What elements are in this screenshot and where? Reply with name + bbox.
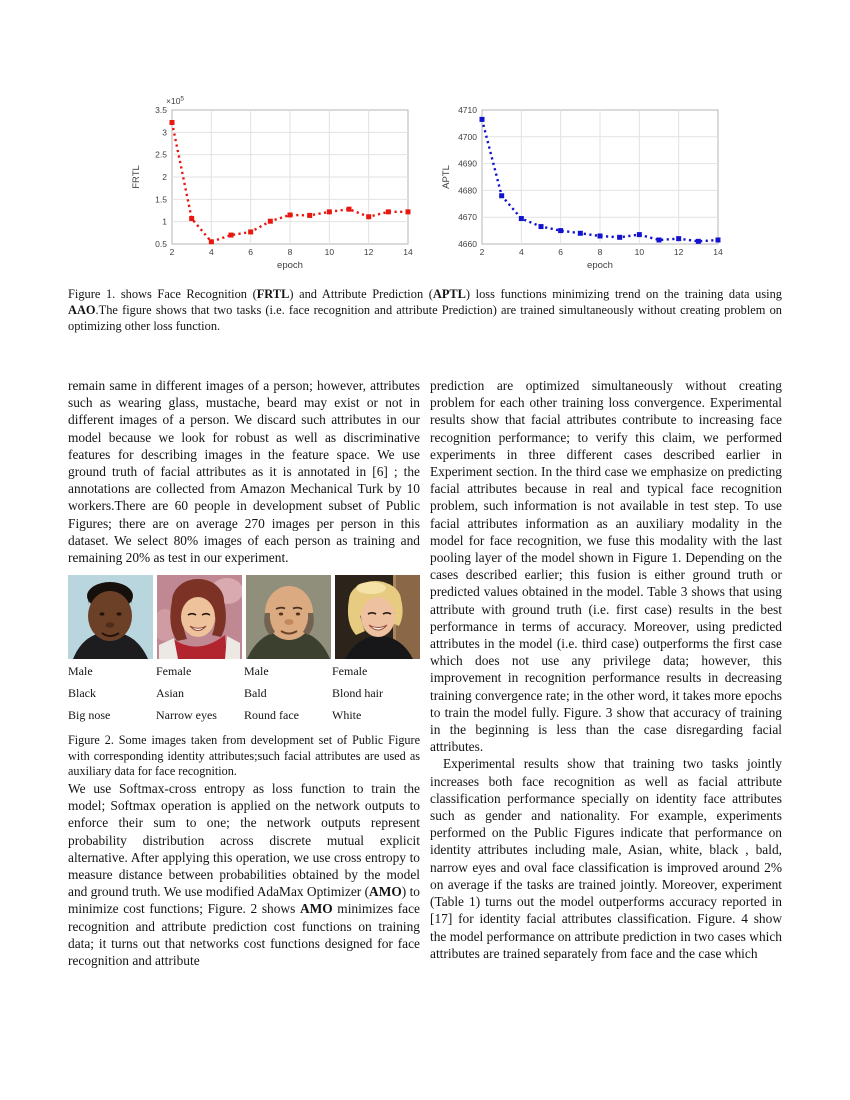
attribute-label: Blond hair: [332, 686, 383, 701]
svg-text:3: 3: [162, 127, 167, 138]
attribute-label: Asian: [156, 686, 184, 701]
attribute-label: Round face: [244, 708, 299, 723]
svg-text:2: 2: [479, 247, 485, 257]
frtl-loss-chart: [126, 92, 418, 276]
face-image-female-blond: [335, 575, 420, 659]
svg-text:14: 14: [403, 247, 413, 257]
attribute-label: Narrow eyes: [156, 708, 217, 723]
right-paragraph-2: Experimental results show that training two tasks jointly increases both face recognition as well as facial attribute classification performance specially on identity face attributes such as gender and nationality. For example, experiments performed on the Public Figures indicate that performance on identity attributes including male, Asian, white, black , bald, narrow eyes and oval face classification is improved around 2% on average if the tasks are trained jointly. Moreover, experiment (Table 1) turns out the model outperforms accuracy reported in [17] for identity facial attributes classification. Figure. 4 show the model performance on attribute prediction in two cases which attributes are trained separately from face and the case which: [430, 756, 782, 961]
svg-text:×105: $\times 10^5$: [166, 95, 185, 106]
svg-text:0.5: 0.5: [155, 239, 167, 249]
svg-text:4700: 4700: [458, 131, 477, 142]
svg-text:4660: 4660: [458, 239, 477, 249]
svg-text:6: 6: [558, 247, 564, 257]
svg-text:12: 12: [363, 247, 374, 257]
attribute-label: Male: [244, 664, 269, 679]
right-paragraph-1: prediction are optimized simultaneously without creating problem for each other training loss convergence. Experimental results show that facial attributes contribute to increasing face recognition performance; to verify this claim, we performed experiments in three different cases described earlier in Experiment section. In the third case we emphasize on predicting facial attributes because in real and typical face recognition problem, such information is not available in test step. To use facial attributes information as an auxiliary modality in the model for face recognition, we fuse this modality with the last pooling layer of the model shown in Figure 1. Depending on the cases described earlier; this fusion is either ground truth or predicted values obtained in the model. Table 3 shows that using attribute with ground truth (i.e. first case) results in the best performance in terms of accuracy. Moreover, using predicted attributes in the model (i.e. third case) outperforms the first case which does not use any privilege data; however, this improvement in recognition performance results in decreasing training convergence rate; in the other word, it takes more epochs to train the model fully. Figure. 3 show that accuracy of training in the beginning is less than the case disregarding facial attributes.: [430, 378, 782, 755]
svg-text:4680: 4680: [458, 185, 477, 196]
svg-text:2: 2: [162, 172, 167, 182]
figure1-caption: Figure 1. shows Face Recognition (FRTL) and Attribute Prediction (APTL) loss functions minimizing trend on the training data using AAO.The figure shows that two tasks (i.e. face recognition and attribute Prediction) are trained simultaneously without creating problem on optimizing other loss function.: [68, 287, 782, 333]
svg-text:8: 8: [287, 247, 293, 257]
attribute-label: Big nose: [68, 708, 111, 723]
svg-text:2: 2: [169, 247, 175, 257]
svg-text:12: 12: [673, 247, 684, 257]
figure2-attribute-labels: [68, 665, 420, 722]
svg-text:FRTL: FRTL: [131, 165, 142, 189]
svg-text:epoch: epoch: [587, 260, 613, 271]
attribute-label: White: [332, 708, 362, 723]
svg-text:4: 4: [518, 247, 524, 257]
attribute-label: Male: [68, 664, 93, 679]
svg-text:APTL: APTL: [441, 165, 452, 189]
svg-text:epoch: epoch: [277, 260, 303, 271]
left-paragraph-2: We use Softmax-cross entropy as loss function to train the model; Softmax operation is applied on the network outputs to enforce their sum to one; the network outputs represent probability distribution across discrete mutual explicit alternative. After applying this operation, we use cross entropy to measure distance between probabilities obtained by the model and ground truth. We use modified AdaMax Optimizer (AMO) to minimize cost functions; Figure. 2 shows AMO minimizes face recognition and attribute prediction cost functions on training data; it turns out that networks cost functions designed for face recognition and attribute: [68, 781, 420, 969]
svg-text:2.5: 2.5: [155, 149, 167, 160]
svg-text:8: 8: [597, 247, 603, 257]
right-column: [430, 377, 782, 962]
svg-text:4690: 4690: [458, 158, 477, 169]
svg-text:10: 10: [634, 247, 645, 257]
svg-text:4670: 4670: [458, 212, 477, 223]
svg-text:3.5: 3.5: [155, 105, 167, 115]
svg-text:10: 10: [324, 247, 335, 257]
face-image-female-asian: [157, 575, 242, 659]
face-image-male-bald: [246, 575, 331, 659]
attribute-label: Female: [156, 664, 192, 679]
svg-text:6: 6: [248, 247, 254, 257]
figure2-image-strip: [68, 575, 420, 659]
attribute-label: Bald: [244, 686, 267, 701]
face-image-male-black: [68, 575, 153, 659]
svg-text:1: 1: [162, 216, 167, 227]
attribute-label: Black: [68, 686, 96, 701]
aptl-loss-chart: [436, 92, 728, 276]
svg-text:4710: 4710: [458, 105, 477, 115]
svg-text:1.5: 1.5: [155, 194, 167, 205]
svg-text:4: 4: [208, 247, 214, 257]
svg-text:14: 14: [713, 247, 723, 257]
left-paragraph-1: remain same in different images of a person; however, attributes such as wearing glass, mustache, beard may exist or not in different images of a person. We discard such attributes in our model because we look for robust as well as discriminative features for describing images in the feature space. We use ground truth of facial attributes as it is annotated in [6] ; the annotations are collected from Amazon Mechanical Turk by 10 workers.There are 60 people in development subset of Public Figures; there are on average 270 images per person in this dataset. We select 80% images of each person as training and remaining 20% as test in our experiment.: [68, 378, 420, 566]
left-column: [68, 377, 420, 969]
figure2-caption: Figure 2. Some images taken from development set of Public Figure with corresponding identity attributes;such facial attributes are used as auxiliary data for face recognition.: [68, 733, 420, 779]
attribute-label: Female: [332, 664, 368, 679]
